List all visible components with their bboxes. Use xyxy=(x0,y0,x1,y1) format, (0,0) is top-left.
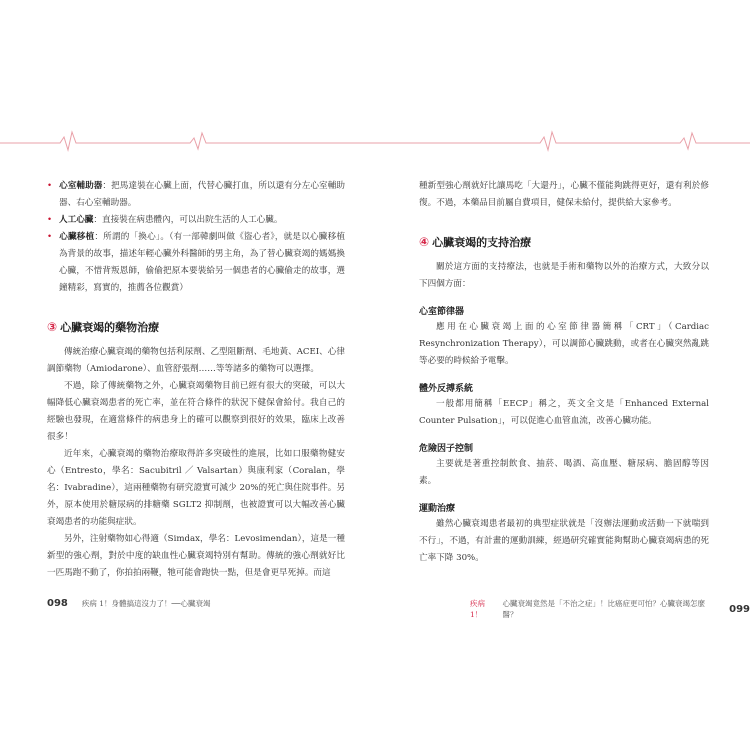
bullet-term: 心臟移植 xyxy=(59,232,95,242)
bullet-term: 心室輔助器 xyxy=(59,181,103,191)
section-heading xyxy=(47,319,345,335)
paragraph: 近年來，心臟衰竭的藥物治療取得許多突破性的進展，比如口服藥物健安心（Entresto，學名：Sacubitril ／ Valsartan）與康利家（Coralan，學名：Ivabradine），這兩種藥物有研究證實可減少 20%的死亡與住院事件。另外，原本使用於糖尿病的排糖藥 SGLT2 抑制劑，也被證實可以大幅改善心臟衰竭患者的功能與症狀。 xyxy=(47,449,345,527)
left-page xyxy=(47,178,345,582)
page-number: 099 xyxy=(729,603,750,615)
bullet-term: 人工心臟 xyxy=(59,215,94,225)
running-header: 疾病 1！身體搞這沒力了！──心臟衰竭 xyxy=(81,599,211,608)
paragraph: 主要就是著重控制飲食、抽菸、喝酒、高血壓、糖尿病、膽固醇等因素。 xyxy=(419,459,709,486)
right-page xyxy=(419,178,709,567)
ecg-line-decoration xyxy=(0,128,750,158)
chapter-label: 疾病 1！ xyxy=(470,599,485,619)
paragraph: 雖然心臟衰竭患者最初的典型症狀就是「沒辦法運動或活動一下就喘到不行」，不過，有計畫的運動訓練，經過研究確實能夠幫助心臟衰竭病患的死亡率下降 30%。 xyxy=(419,519,709,563)
bullet-item xyxy=(47,212,345,229)
paragraph: 應用在心臟衰竭上面的心室節律器簡稱「CRT」（Cardiac Resynchronization Therapy），可以調節心臟跳動，或者在心臟突然亂跳等必要的時候給予電擊。 xyxy=(419,322,709,366)
section-number: ④ xyxy=(419,235,430,249)
section-title: 心臟衰竭的支持治療 xyxy=(432,236,532,249)
bullet-text: ：直接裝在病患體內，可以出院生活的人工心臟。 xyxy=(93,215,283,225)
section-heading xyxy=(419,234,709,250)
bullet-item xyxy=(47,178,345,212)
subsection-title: 體外反搏系統 xyxy=(419,384,474,394)
bullet-dot: • xyxy=(47,215,53,225)
bullet-dot: • xyxy=(47,232,53,242)
running-header: 心臟衰竭竟然是「不治之症」！比癌症更可怕？心臟衰竭怎麼醫？ xyxy=(502,599,706,619)
subsection-title: 心室節律器 xyxy=(419,307,465,317)
bullet-dot: • xyxy=(47,181,53,191)
bullet-item xyxy=(47,229,345,297)
bullet-text: ：把馬達裝在心臟上面，代替心臟打血，所以還有分左心室輔助器、右心室輔助器。 xyxy=(59,181,345,208)
paragraph: 種新型強心劑就好比讓馬吃「大還丹」，心臟不僅能夠跳得更好，還有利於修復。不過，本藥品目前屬自費項目，健保未給付，提供給大家參考。 xyxy=(419,181,709,208)
section-title: 心臟衰竭的藥物治療 xyxy=(60,321,160,334)
page-number: 098 xyxy=(47,598,68,609)
subsection-title: 危險因子控制 xyxy=(419,444,474,454)
paragraph: 另外，注射藥物如心得適（Simdax，學名：Levosimendan），這是一種新型的強心劑，對於中度的缺血性心臟衰竭特別有幫助。傳統的強心劑就好比一匹馬跑不動了，你拍拍兩鞭，牠可能會跑快一點，但是會更早死掉。而這 xyxy=(47,534,345,578)
bullet-text: ：所謂的「換心」。（有一部韓劇叫做《盜心者》，就是以心臟移植為背景的故事，描述年輕心臟外科醫師的男主角，為了替心臟衰竭的媽媽換心臟，不惜背叛恩師，偷偷把原本要裝給另一個患者的心臟偷走的故事，選鐘精彩，寫實的，推薦各位觀賞） xyxy=(59,232,345,293)
paragraph: 傳統治療心臟衰竭的藥物包括利尿劑、乙型阻斷劑、毛地黃、ACEI、心律調節藥物（Amiodarone）、血管舒張劑……等等諸多的藥物可以選擇。 xyxy=(47,347,345,374)
left-footer xyxy=(47,598,211,609)
subsection-title: 運動治療 xyxy=(419,504,456,514)
section-number: ③ xyxy=(47,320,58,334)
paragraph: 一般都用簡稱「EECP」稱之，英文全文是「Enhanced External Counter Pulsation」，可以促進心血管血流，改善心臟功能。 xyxy=(419,399,709,426)
paragraph: 不過，除了傳統藥物之外，心臟衰竭藥物目前已經有很大的突破，可以大幅降低心臟衰竭患者的死亡率，並在符合條件的狀況下健保會給付。我自己的經驗也發現，在適當條件的病患身上的確可以觀察到很好的效果，臨床上改善很多！ xyxy=(47,381,345,442)
paragraph: 關於這方面的支持療法，也就是手術和藥物以外的治療方式，大致分以下四個方面： xyxy=(419,262,709,289)
right-footer xyxy=(470,598,750,620)
